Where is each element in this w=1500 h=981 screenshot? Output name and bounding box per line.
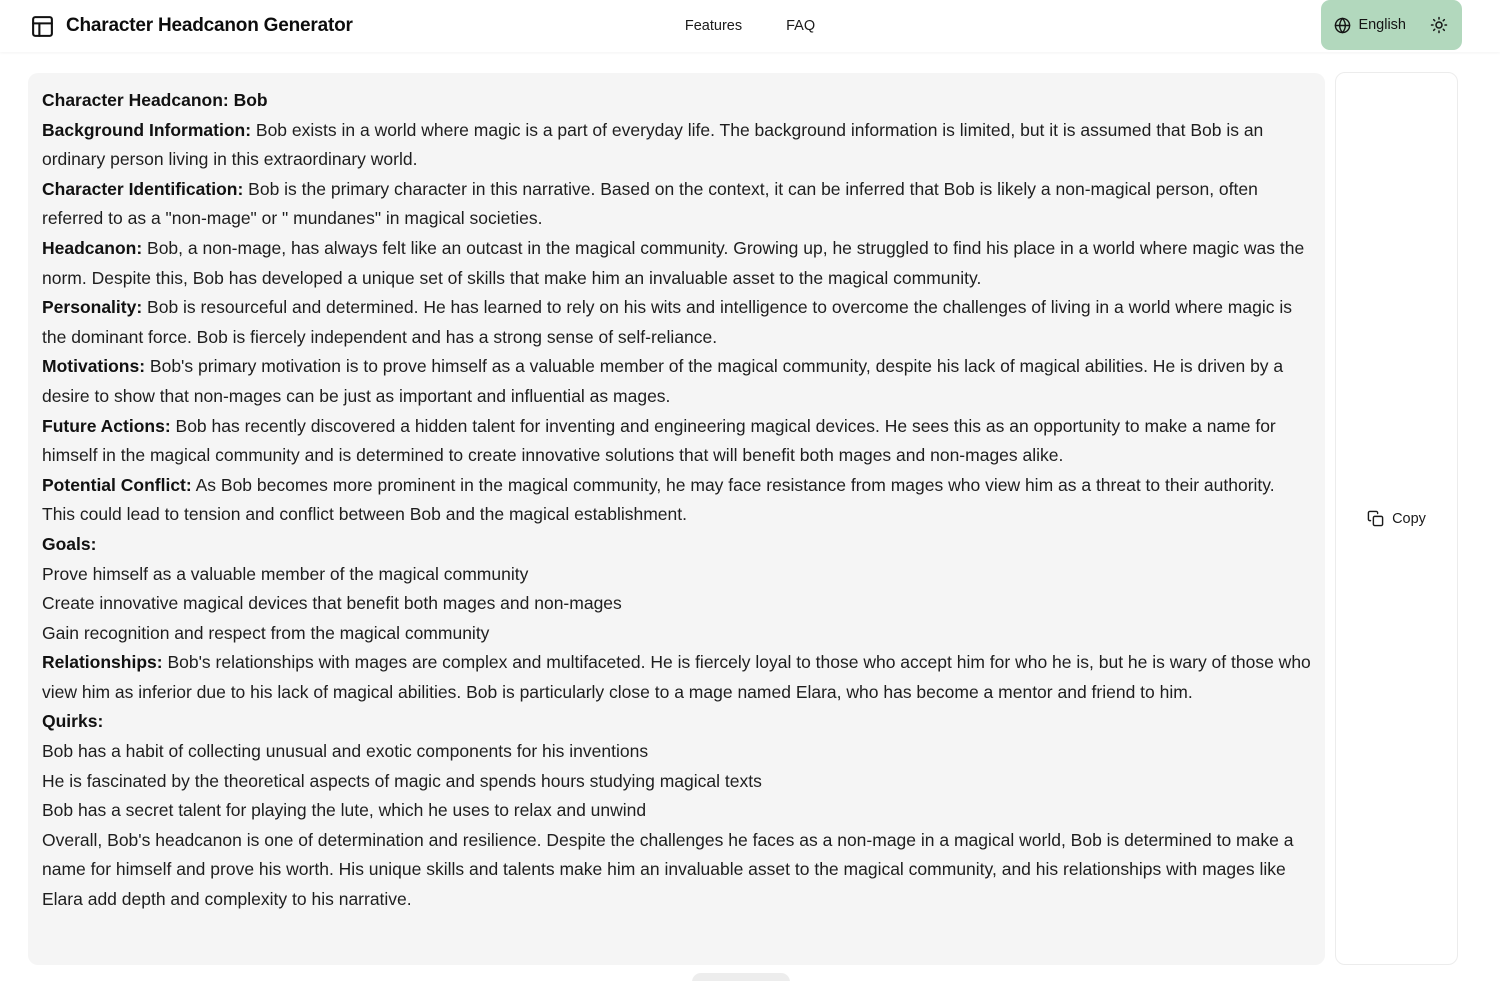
language-theme-pill [1321, 0, 1462, 50]
copy-icon [1367, 510, 1384, 527]
theme-toggle-button[interactable] [1430, 16, 1448, 34]
content-line: Prove himself as a valuable member of the magical community [42, 563, 529, 584]
content-line: Relationships: Bob's relationships with mages are complex and multifaceted. He is fiercely loyal to those who accept him for who he is, but he is wary of those who view him as inferior due to his lack of magical abilities. Bob is particularly close to a mage named Elara, who has become a mentor and friend to him. [42, 652, 1311, 702]
header [0, 0, 1500, 52]
language-label: English [1358, 17, 1406, 33]
content-line: Goals: [42, 533, 97, 554]
content-line: Headcanon: Bob, a non-mage, has always felt like an outcast in the magical community. Growing up, he struggled to find his place in a world where magic was the norm. Despite this, Bob has developed a unique set of skills that make him an invaluable asset to the magical community. [42, 237, 1305, 288]
sun-icon [1430, 16, 1448, 34]
content-line: Bob has a secret talent for playing the lute, which he uses to relax and unwind [42, 800, 647, 821]
language-selector[interactable] [1334, 17, 1406, 34]
copy-button-label: Copy [1392, 510, 1426, 527]
headcanon-text [42, 86, 1311, 915]
page-title: Character Headcanon Generator [66, 15, 353, 36]
main-nav [685, 18, 815, 34]
content-line: Create innovative magical devices that benefit both mages and non-mages [42, 593, 622, 614]
content-line: Character Identification: Bob is the primary character in this narrative. Based on the context, it can be inferred that Bob is likely a non-magical person, often referred to as a "non-mage" or " mundanes" in magical societies. [42, 178, 1258, 229]
content-line: Gain recognition and respect from the magical community [42, 622, 490, 643]
content-line: Bob has a habit of collecting unusual and exotic components for his inventions [42, 741, 649, 762]
copy-button[interactable] [1367, 510, 1426, 527]
layout-panels-icon [30, 14, 55, 39]
content-line: Character Headcanon: Bob [42, 90, 268, 110]
content-line: Overall, Bob's headcanon is one of determination and resilience. Despite the challenges he faces as a non-mage in a magical world, Bob is determined to make a name for himself and prove his worth. His unique skills and talents make him an invaluable asset to the magical community, and his relationships with mages like Elara add depth and complexity to his narrative. [42, 829, 1294, 910]
content-line: Quirks: [42, 711, 104, 732]
content-line: He is fascinated by the theoretical aspects of magic and spends hours studying magical texts [42, 770, 762, 791]
content-line: Motivations: Bob's primary motivation is to prove himself as a valuable member of the magical community, despite his lack of magical abilities. He is driven by a desire to show that non-mages can be just as important and influential as mages. [42, 356, 1284, 406]
content-line: Background Information: Bob exists in a world where magic is a part of everyday life. The background information is limited, but it is assumed that Bob is an ordinary person living in this extraordinary world. [42, 119, 1264, 170]
headcanon-result-card [28, 73, 1325, 965]
globe-icon [1334, 17, 1351, 34]
content-line: Potential Conflict: As Bob becomes more prominent in the magical community, he may face resistance from mages who view him as a threat to their authority. This could lead to tension and conflict between Bob and the magical establishment. [42, 474, 1275, 525]
actions-sidebar [1335, 72, 1458, 965]
below-fold-element [692, 973, 790, 981]
nav-link-faq[interactable]: FAQ [786, 18, 816, 34]
nav-link-features[interactable]: Features [684, 18, 743, 34]
content-line: Personality: Bob is resourceful and determined. He has learned to rely on his wits and intelligence to overcome the challenges of living in a world where magic is the dominant force. Bob is fiercely independent and has a strong sense of self-reliance. [42, 297, 1292, 347]
content-line: Future Actions: Bob has recently discovered a hidden talent for inventing and engineering magical devices. He sees this as an opportunity to make a name for himself in the magical community and is determined to create innovative solutions that will benefit both mages and non-mages alike. [42, 415, 1276, 466]
